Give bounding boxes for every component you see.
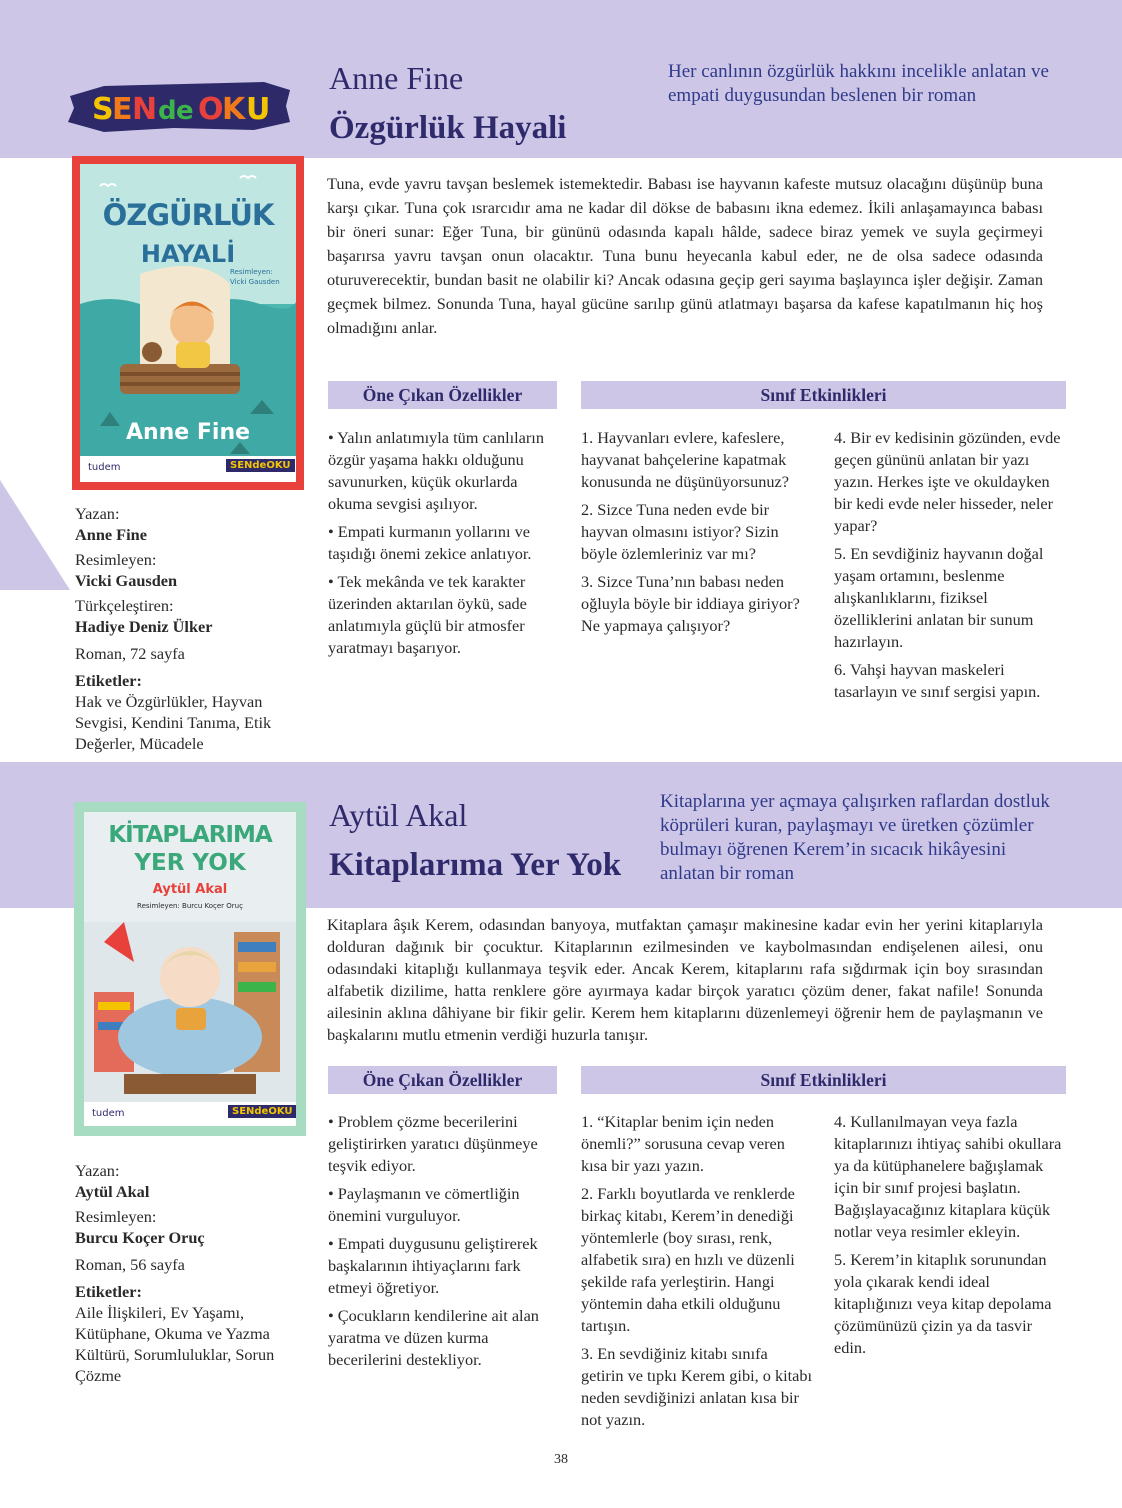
book2-activities-heading: Sınıf Etkinlikleri xyxy=(581,1066,1066,1094)
book1-translator-label: Türkçeleştiren: xyxy=(75,596,174,615)
book1-author-heading: Anne Fine xyxy=(329,60,464,96)
book1-title: Özgürlük Hayali xyxy=(329,110,567,146)
page-number: 38 xyxy=(554,1452,568,1467)
book1-illustrator-label: Resimleyen: xyxy=(75,550,157,569)
activity-item: 5. En sevdiğiniz hayvanın doğal yaşam ortamını, beslenme alışkanlıklarını, fiziksel özelliklerini anlatan bir sunum hazırlayın. xyxy=(834,544,1044,651)
book2-format: Roman, 56 sayfa xyxy=(75,1255,185,1274)
book2-cover-credit: Resimleyen: Burcu Koçer Oruç xyxy=(137,902,243,910)
book1-cover-publisher: tudem xyxy=(88,462,121,473)
svg-text:U: U xyxy=(246,92,271,127)
activity-item: 1. Hayvanları evlere, kafeslere, hayvanat bahçelerine kapatmak konusunda ne düşünüyorsunuz? xyxy=(581,428,790,491)
book2-cover xyxy=(74,802,306,1136)
book2-tags: Aile İlişkileri, Ev Yaşamı, Kütüphane, Okuma ve Yazma Kültürü, Sorumluluklar, Sorun Çözme xyxy=(75,1303,275,1385)
book1-features-list xyxy=(328,427,560,665)
book2-cover-publisher: tudem xyxy=(92,1108,125,1119)
book2-cover-author: Aytül Akal xyxy=(152,882,228,897)
book1-cover-series-badge: SENdeOKU xyxy=(226,459,295,472)
book1-writer: Anne Fine xyxy=(75,525,147,544)
activity-item: 3. Sizce Tuna’nın babası neden oğluyla böyle bir iddiaya giriyor? Ne yapmaya çalışıyor? xyxy=(581,572,800,635)
feature-item: • Empati duygusunu geliştirerek başkalarının ihtiyaçlarını fark etmeyi öğretiyor. xyxy=(328,1234,538,1297)
sendeoku-logo xyxy=(64,76,292,136)
activity-item: 4. Bir ev kedisinin gözünden, evde geçen gününü anlatan bir yazı yazın. Herkes işte ve okuldayken bir kedi evde neler hisseder, neler yapar? xyxy=(834,428,1061,535)
svg-text:O: O xyxy=(198,92,224,127)
book2-title: Kitaplarıma Yer Yok xyxy=(329,847,622,883)
book2-writer: Aytül Akal xyxy=(75,1182,150,1201)
book2-cover-series-badge: SENdeOKU xyxy=(228,1105,296,1118)
book1-features-heading: Öne Çıkan Özellikler xyxy=(328,381,557,409)
book1-activities-heading: Sınıf Etkinlikleri xyxy=(581,381,1066,409)
activity-item: 3. En sevdiğiniz kitabı sınıfa getirin ve tıpkı Kerem gibi, o kitabı neden sevdiğinizi anlatan kısa bir not yazın. xyxy=(581,1344,813,1429)
book1-cover-author: Anne Fine xyxy=(125,420,251,445)
book1-activities-left xyxy=(581,427,813,643)
activity-item: 5. Kerem’in kitaplık sorunundan yola çıkarak kendi ideal kitaplığınızı veya kitap depolama çözümünüzü çizin ya da tasvir edin. xyxy=(834,1250,1052,1357)
svg-text:N: N xyxy=(132,92,158,127)
feature-item: • Paylaşmanın ve cömertliğin önemini vurguluyor. xyxy=(328,1184,520,1225)
book1-tags-label: Etiketler: xyxy=(75,671,142,690)
book2-cover-title-line2: YER YOK xyxy=(134,850,246,876)
activity-item: 2. Farklı boyutlarda ve renklerde birkaç kitabı, Kerem’in denediği yöntemlerle (boy sırası, renk, alfabetik sıra) en hızlı ve düzenli şekilde rafa yerleştirin. Hangi yöntemin daha etkili olduğunu tartışın. xyxy=(581,1184,795,1335)
activity-item: 6. Vahşi hayvan maskeleri tasarlayın ve sınıf sergisi yapın. xyxy=(834,660,1041,701)
book1-cover xyxy=(72,156,304,490)
book1-cover-credit-name: Vicki Gausden xyxy=(230,278,280,286)
svg-text:d: d xyxy=(158,96,177,126)
book1-tags: Hak ve Özgürlükler, Hayvan Sevgisi, Kendini Tanıma, Etik Değerler, Mücadele xyxy=(75,692,272,753)
book1-cover-art xyxy=(80,164,296,482)
book1-cover-title-line1: ÖZGÜRLÜK xyxy=(102,198,274,232)
feature-item: • Problem çözme becerilerini geliştirirken yaratıcı düşünmeye teşvik ediyor. xyxy=(328,1112,538,1175)
book2-features-list xyxy=(328,1111,560,1377)
book2-tags-label: Etiketler: xyxy=(75,1282,142,1301)
book1-activities-right xyxy=(834,427,1066,709)
feature-item: • Empati kurmanın yollarını ve taşıdığı önemi zekice anlatıyor. xyxy=(328,522,532,563)
activity-item: 1. “Kitaplar benim için neden önemli?” sorusuna cevap veren kısa bir yazı yazın. xyxy=(581,1112,785,1175)
book1-translator: Hadiye Deniz Ülker xyxy=(75,617,213,636)
decorative-wedge xyxy=(0,480,70,590)
book2-cover-title-line1: KİTAPLARIMA xyxy=(108,822,272,848)
book1-illustrator: Vicki Gausden xyxy=(75,571,178,590)
activity-item: 4. Kullanılmayan veya fazla kitaplarınızı ihtiyaç sahibi okullara ya da kütüphanelere bağışlamak için bir sınıf projesi başlatın. Bağışlayacağınız kitaplara küçük notlar veya resimler ekleyin. xyxy=(834,1112,1062,1241)
activity-item: 2. Sizce Tuna neden evde bir hayvan olmasını istiyor? Sizin böyle özlemleriniz var mı? xyxy=(581,500,779,563)
book1-tagline: Her canlının özgürlük hakkını incelikle anlatan ve empati duygusundan beslenen bir roman xyxy=(668,61,1049,106)
feature-item: • Yalın anlatımıyla tüm canlıların özgür yaşama hakkı olduğunu savunurken, küçük okurlarda okuma sevgisi aşılıyor. xyxy=(328,428,544,513)
svg-text:K: K xyxy=(222,92,246,127)
book2-activities-left xyxy=(581,1111,813,1437)
book2-cover-art xyxy=(84,812,296,1126)
book1-cover-credit-label: Resimleyen: xyxy=(230,268,273,276)
book2-metadata xyxy=(75,1160,305,1386)
book2-summary: Kitaplara âşık Kerem, odasından banyoya, mutfaktan çamaşır makinesine kadar evin her yerini kitaplarıyla dolduran dağınık bir çocuktur. Kitaplarının ezilmesinden ve kaybolmasından endişelenen ailesi, onu odasındaki kitaplığı kullanmaya teşvik eder. Ancak Kerem, kitaplarını rafa sığdırmak için boy sırasından alfabetik dizilime, hatta renklere göre ayırmaya kadar birçok yaratıcı çözüm dener, fakat nafile! Sonunda ailesinin aklına dâhiyane bir fikir gelir. Kerem hem kitaplarını düzenlemeyi öğrenir hem de paylaşmanın ve başkalarını mutlu etmenin verdiği huzurla tanışır. xyxy=(327,915,1043,1044)
book1-metadata xyxy=(75,503,305,754)
svg-text:e: e xyxy=(176,96,194,126)
svg-text:S: S xyxy=(92,92,114,127)
feature-item: • Çocukların kendilerine ait alan yaratma ve düzen kurma becerilerini destekliyor. xyxy=(328,1306,539,1369)
book2-writer-label: Yazan: xyxy=(75,1161,120,1180)
svg-text:E: E xyxy=(112,92,133,127)
book1-writer-label: Yazan: xyxy=(75,504,120,523)
book2-activities-right xyxy=(834,1111,1066,1365)
book2-tagline: Kitaplarına yer açmaya çalışırken raflardan dostluk köprüleri kuran, paylaşmayı ve üretken çözümler bulmayı öğrenen Kerem’in sıcacık hikâyesini anlatan bir roman xyxy=(660,791,1050,884)
book1-format: Roman, 72 sayfa xyxy=(75,644,185,663)
book2-illustrator-label: Resimleyen: xyxy=(75,1207,157,1226)
feature-item: • Tek mekânda ve tek karakter üzerinden aktarılan öykü, sade anlatımıyla güçlü bir atmosfer yaratmayı başarıyor. xyxy=(328,572,527,657)
book1-cover-title-line2: HAYALİ xyxy=(140,240,236,268)
book2-features-heading: Öne Çıkan Özellikler xyxy=(328,1066,557,1094)
book2-illustrator: Burcu Koçer Oruç xyxy=(75,1228,205,1247)
book1-summary: Tuna, evde yavru tavşan beslemek istemektedir. Babası ise hayvanın kafeste mutsuz olacağını düşünüp buna karşı çıkar. Tuna çok ısrarcıdır ama ne kadar dil dökse de babasını ikna edemez. İkili anlaşamayınca babası bir öneri sunar: Eğer Tuna, bir gününü odasında kapalı hâlde, sadece biraz yemek ve suyla geçirmeyi başarırsa yavru tavşan onun olacaktır. Tuna bunu heyecanla kabul eder, ne de olsa sadece odasında oturuverecektir, bundan basit ne olabilir ki? Ancak odasına geçip geri sayıma başlayınca işler değişir. Zaman geçmek bilmez. Sonunda Tuna, hayal gücüne sarılıp günü atlatmayı başarsa da kafese kapatılmanın hiç hoş olmadığını anlar. xyxy=(327,174,1043,337)
book2-author-heading: Aytül Akal xyxy=(329,797,468,833)
